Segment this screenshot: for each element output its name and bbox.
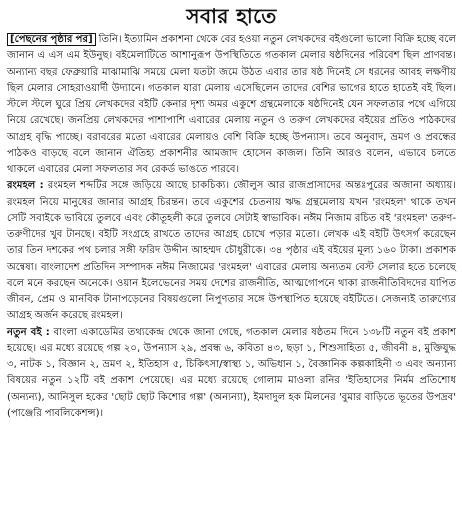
article-paragraph-3: [7, 325, 456, 423]
paragraph-2-text: রংমহল শব্দটির সঙ্গে জড়িয়ে আছে চাকচিক্য। জৌলুস আর রাজপ্রাসাদের অন্তঃপুরের অজানা অধ্যায়। রংমহল নিয়ে মানুষের জানার আগ্রহ চিরন্তন। তবে একুশের চেতনায় ঋদ্ধ গ্রন্থমেলায় যখন 'রংমহল' থাকে তখন সেটি সবাইকে ভাবিয়ে তুলবে এবং কৌতূহলী করে তুলবে সেটাই স্বাভাবিক। নঈম নিজাম রচিত বই 'রংমহল' তরুণ-তরুণীদের খুব টানছে। বইটি সংগ্রহে রাখতে তাদের আগ্রহ চোখে পড়ার মতো। লেখক এই বইটি উৎসর্গ করেছেন তার তিন দশকের পথ চলার সঙ্গী ফরিদ উদ্দীন আহম্মদ চৌধুরীকে। ৩৪ পৃষ্ঠার এই বইয়ের মূল্য ১৬০ টাকা। প্রকাশক অন্বেষা। বাংলাদেশ প্রতিদিন সম্পাদক নঈম নিজামের 'রংমহল' এবারের মেলায় অন্যতম বেস্ট সেলার হতে চলেছে বলে মনে করছেন অনেকে। ওয়ান ইলেভেনের সময় দেশের রাজনীতি, আত্মগোপনে থাকা রাজনীতিবিদদের যাপিত জীবন, প্রেম ও মানবিক টানাপড়েনের বিষয়গুলো নিপুণতার সঙ্গে উপস্থাপিত হয়েছে বইটিতে। সেজন্যই তারুণ্যের আগ্রহ অর্জন করেছে রংমহল।: [7, 180, 456, 322]
article-paragraph-2: [7, 178, 456, 324]
section-lead-new-books: নতুন বই :: [7, 326, 50, 338]
article-headline: সবার হাতে: [186, 4, 277, 28]
paragraph-3-text: বাংলা একাডেমির তথ্যকেন্দ্র থেকে জানা গেছে, গতকাল মেলার ষষ্ঠতম দিনে ১৩৮টি নতুন বই প্রকাশ হয়েছে। এর মধ্যে রয়েছে গল্প ২০, উপন্যাস ২৯, প্রবন্ধ ৬, কবিতা ৪৩, ছড়া ১, শিশুসাহিত্য ৫, জীবনী ৪, মুক্তিযুদ্ধ ৩, নাটক ১, বিজ্ঞান ২, ভ্রমণ ২, ইতিহাস ৫, চিকিৎসা/স্বাস্থ্য ১, অভিধান ১, বৈজ্ঞানিক কল্পকাহিনী ৩ এবং অন্যান্য বিষয়ের নতুন ১২টি বই প্রকাশ পেয়েছে। এর মধ্যে রয়েছে গোলাম মাওলা রনির 'ইতিহাসের নির্মম প্রতিশোধ (অন্যন্য), আনিসুল হকের 'ছোট ছোট কিশোর গল্প' (অন্যন্যা), ইমদাদুল হক মিলনের 'বুমার বাড়িতে ভূতের উপদ্রব' (পাঞ্জেরি পাবলিকেশন্স)।: [7, 326, 456, 419]
paragraph-1-text: তিনি। ইত্যামিন প্রকাশনা থেকে বের হওয়া নতুন লেখকদের বইগুলো ভালো বিক্রি হচ্ছে বলে জানান এ এস এম ইউনুছ। বইমেলাটিতে আশানুরূপ উপস্থিতিতে গতকাল মেলার ষষ্ঠদিনের পরিবেশ ছিল প্রাণবন্ত। অন্যান্য বছর ফেব্রুয়ারি মাঝামাঝি সময়ে মেলা যতটা জমে উঠত এবার তার ষষ্ঠ দিনেই সে ধরনের আবহ লক্ষণীয় ছিল মেলার সোহরাওয়ার্দী উদ্যানে। গতকাল যারা মেলায় এসেছিলেন তাদের বেশির ভাগের হাতে হাতেই বই ছিল। স্টলে স্টলে ঘুরে প্রিয় লেখকদের বইটি কেনার দৃশ্য অমর একুশে গ্রন্থমেলাকে ষষ্ঠদিনেই যেন সফলতার পথে এগিয়ে নিয়ে রেখেছে। জনপ্রিয় লেখকদের পাশাপাশি এবারের মেলায় নতুন ও তরুণ লেখকদের বইয়ের প্রতিও পাঠকদের আগ্রহ বৃদ্ধি পাচ্ছে। বরাবরের মতো এবারের মেলায়ও বেশি বিক্রি হচ্ছে উপন্যাস। তবে অনুবাদ, ভ্রমণ ও প্রবন্ধের পাঠকও বাড়ছে বলে জানান ঐতিহ্য প্রকাশনীর আমজাদ হোসেন কাজল। তিনি আরও বলেন, এভাবে চলতে থাকলে এবারের মেলা সফলতার সব রেকর্ড ভাঙতে পারবে।: [7, 34, 456, 175]
article-paragraph-1: [7, 32, 456, 178]
continuation-tag: [পেছনের পৃষ্ঠার পর]: [7, 33, 96, 46]
section-lead-rongmohol: রংমহল :: [7, 180, 44, 192]
